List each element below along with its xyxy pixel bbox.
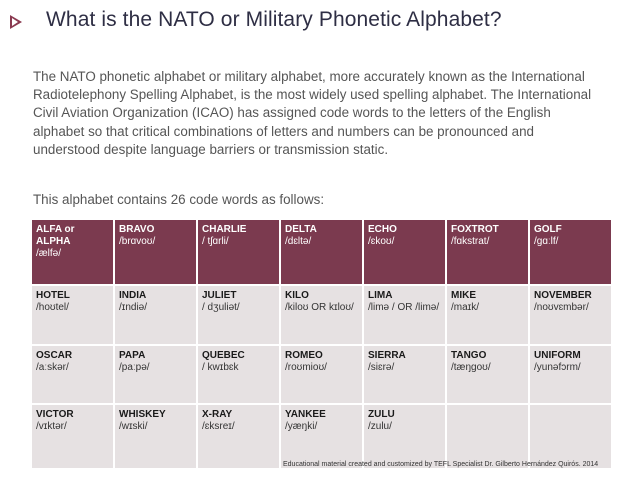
table-cell (446, 404, 529, 469)
phonetic-alphabet-table (30, 218, 613, 470)
code-word: KILO (285, 289, 309, 301)
pronunciation: /fɑkstrat/ (451, 236, 490, 247)
table-cell (197, 404, 280, 469)
pronunciation: /ɪndiə/ (119, 301, 148, 313)
table-cell (363, 345, 446, 405)
table-row (31, 219, 612, 285)
code-word: JULIET (202, 289, 237, 301)
table-cell (363, 404, 446, 469)
code-word: ZULU (368, 409, 395, 421)
table-cell (529, 285, 612, 345)
pronunciation: /siɛrə/ (368, 361, 395, 373)
intro-subline: This alphabet contains 26 code words as follows: (33, 192, 325, 207)
pronunciation: /ælfə/ (36, 248, 62, 259)
code-word: INDIA (119, 289, 147, 301)
table-row (31, 404, 612, 469)
pronunciation: /tæŋgoʊ/ (451, 361, 491, 373)
table-cell (529, 219, 612, 285)
code-word: TANGO (451, 349, 487, 361)
table-cell (280, 219, 363, 285)
pronunciation: /aːskər/ (36, 361, 69, 373)
table-cell (446, 345, 529, 405)
table-cell (529, 404, 612, 469)
pronunciation: /kiloʊ OR kɪloʊ/ (285, 301, 354, 313)
pronunciation: /zulu/ (368, 421, 392, 433)
table-cell (114, 285, 197, 345)
code-word: VICTOR (36, 409, 74, 421)
table-cell (114, 345, 197, 405)
table-cell (197, 219, 280, 285)
table-cell (31, 285, 114, 345)
code-word: CHARLIE (202, 224, 247, 235)
pronunciation: /hoʊtel/ (36, 301, 69, 313)
code-word: HOTEL (36, 289, 70, 301)
table-cell (114, 219, 197, 285)
table-cell (446, 285, 529, 345)
pronunciation: /ɛkoʊ/ (368, 236, 395, 247)
table-cell (363, 285, 446, 345)
table-cell (31, 404, 114, 469)
pronunciation: /brɑvoʊ/ (119, 236, 156, 247)
code-word: QUEBEC (202, 349, 245, 361)
table-cell (280, 404, 363, 469)
pronunciation: /yæŋki/ (285, 421, 318, 433)
table-cell (446, 219, 529, 285)
code-word: MIKE (451, 289, 476, 301)
table-row (31, 345, 612, 405)
pronunciation: /paːpə/ (119, 361, 150, 373)
pronunciation: /maɪk/ (451, 301, 480, 313)
pronunciation: /vɪktər/ (36, 421, 67, 433)
code-word: DELTA (285, 224, 317, 235)
slide-bullet-icon (10, 15, 22, 29)
pronunciation: /noʊvɛmbər/ (534, 301, 589, 313)
code-word: X-RAY (202, 409, 233, 421)
table-cell (114, 404, 197, 469)
code-word: GOLF (534, 224, 562, 235)
code-word: ROMEO (285, 349, 323, 361)
table-row (31, 285, 612, 345)
code-word: WHISKEY (119, 409, 166, 421)
code-word: UNIFORM (534, 349, 581, 361)
code-word: ECHO (368, 224, 397, 235)
table-cell (197, 285, 280, 345)
code-word: YANKEE (285, 409, 326, 421)
code-word: BRAVO (119, 224, 155, 235)
pronunciation: /roʊmioʊ/ (285, 361, 327, 373)
code-word: SIERRA (368, 349, 406, 361)
pronunciation: /gɑːlf/ (534, 236, 559, 247)
intro-paragraph: The NATO phonetic alphabet or military alphabet, more accurately known as the International Radiotelephony Spelling Alphabet, is the most widely used spelling alphabet. The International Civil Aviation Organization (ICAO) has assigned code words to the letters of the English alphabet so that critical combinations of letters and numbers can be pronounced and understood despite language barriers or transmission static. (33, 69, 592, 157)
pronunciation: /ɛksreɪ/ (202, 421, 235, 433)
code-word: ALFA or ALPHA (36, 224, 75, 247)
table-cell (363, 219, 446, 285)
code-word: FOXTROT (451, 224, 499, 235)
pronunciation: /dɛltə/ (285, 236, 312, 247)
page-title: What is the NATO or Military Phonetic Alphabet? (46, 8, 502, 31)
code-word: NOVEMBER (534, 289, 592, 301)
pronunciation: /wɪski/ (119, 421, 148, 433)
footer-credit: Educational material created and customized by TEFL Specialist Dr. Gilberto Hernández Quirós. 2014 (283, 461, 599, 468)
pronunciation: / tʃɑrli/ (202, 236, 229, 247)
code-word: PAPA (119, 349, 146, 361)
table-cell (280, 285, 363, 345)
table-cell (31, 219, 114, 285)
table-cell (197, 345, 280, 405)
pronunciation: / dʒuliət/ (202, 301, 240, 313)
table-cell (529, 345, 612, 405)
table-cell (31, 345, 114, 405)
table-cell (280, 345, 363, 405)
code-word: OSCAR (36, 349, 73, 361)
code-word: LIMA (368, 289, 393, 301)
pronunciation: / kwɪbɛk (202, 361, 239, 373)
pronunciation: /limə / OR /limə/ (368, 301, 440, 313)
pronunciation: /yunəfɔrm/ (534, 361, 581, 373)
